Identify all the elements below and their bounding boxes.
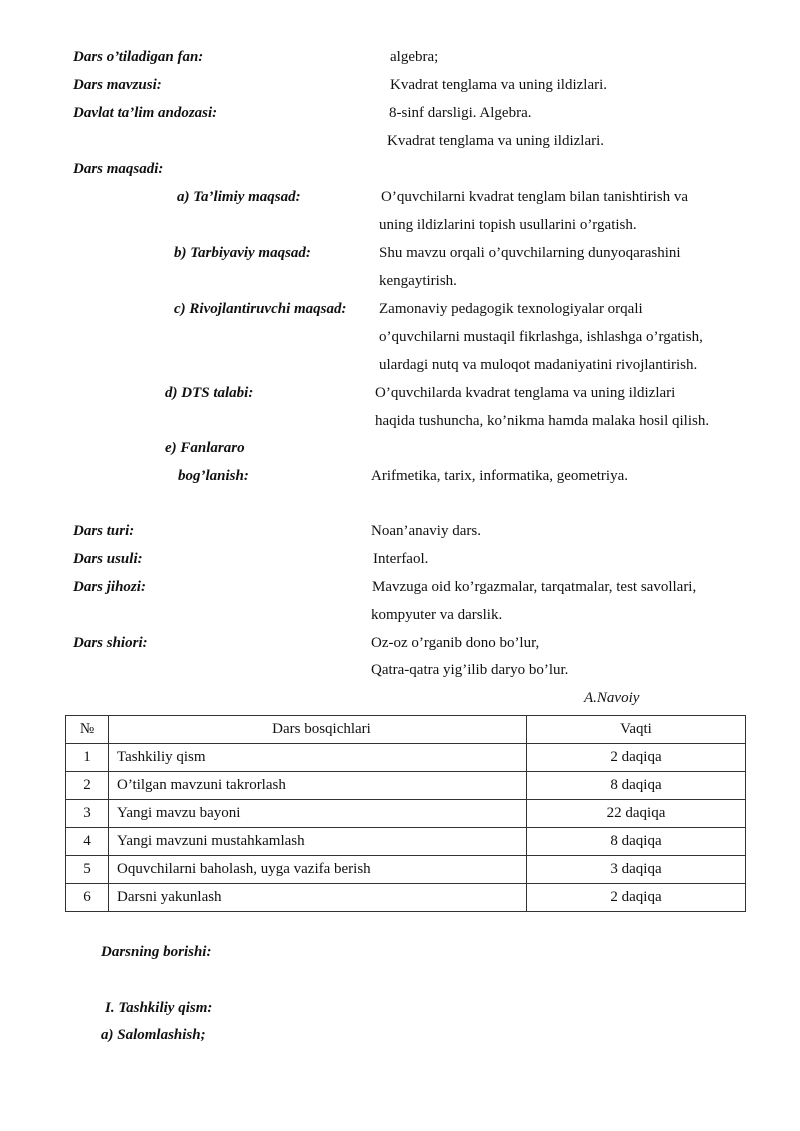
talimiy-label: a) Ta’limiy maqsad: [177,189,301,205]
table-header-row [66,716,746,744]
fan-value: algebra; [390,49,439,65]
fan-label: Dars o’tiladigan fan: [73,49,204,65]
row-stage: Oquvchilarni baholash, uyga vazifa berish [109,856,527,884]
borishi-title: Darsning borishi: [101,944,212,960]
row-stage: Darsni yakunlash [109,884,527,912]
row-num: 1 [66,744,109,772]
lesson-stages-table [65,715,746,912]
jihozi-line-2: kompyuter va darslik. [371,607,503,623]
maqsad-label: Dars maqsadi: [73,161,164,177]
row-stage: Yangi mavzuni mustahkamlash [109,828,527,856]
row-time: 8 daqiqa [527,772,746,800]
fanlararo-label-2: bog’lanish: [178,468,249,484]
row-num: 4 [66,828,109,856]
row-time: 22 daqiqa [527,800,746,828]
jihozi-label: Dars jihozi: [73,579,146,595]
row-num: 6 [66,884,109,912]
tarbiyaviy-label: b) Tarbiyaviy maqsad: [174,245,311,261]
andoza-value-2: Kvadrat tenglama va uning ildizlari. [387,133,605,149]
header-num: № [66,716,109,744]
table-row [66,772,746,800]
dts-line-1: O’quvchilarda kvadrat tenglama va uning ildizlari [375,385,676,401]
borishi-item: a) Salomlashish; [101,1027,206,1043]
row-time: 2 daqiqa [527,744,746,772]
andoza-value-1: 8-sinf darsligi. Algebra. [389,105,532,121]
row-time: 8 daqiqa [527,828,746,856]
fanlararo-value: Arifmetika, tarix, informatika, geometriya. [371,468,628,484]
row-num: 2 [66,772,109,800]
turi-label: Dars turi: [73,523,135,539]
row-time: 3 daqiqa [527,856,746,884]
shiori-author: A.Navoiy [584,690,640,706]
row-num: 5 [66,856,109,884]
row-stage: Tashkiliy qism [109,744,527,772]
table-row [66,800,746,828]
row-stage: O’tilgan mavzuni takrorlash [109,772,527,800]
shiori-line-1: Oz-oz o’rganib dono bo’lur, [371,635,540,651]
rivojlantiruvchi-line-1: Zamonaviy pedagogik texnologiyalar orqali [379,301,643,317]
dts-line-2: haqida tushuncha, ko’nikma hamda malaka hosil qilish. [375,413,710,429]
header-time: Vaqti [527,716,746,744]
borishi-section: I. Tashkiliy qism: [105,1000,213,1016]
dts-label: d) DTS talabi: [165,385,254,401]
usuli-value: Interfaol. [373,551,429,567]
row-num: 3 [66,800,109,828]
rivojlantiruvchi-line-3: ulardagi nutq va muloqot madaniyatini rivojlantirish. [379,357,698,373]
talimiy-line-2: uning ildizlarini topish usullarini o’rgatish. [379,217,637,233]
table-row [66,744,746,772]
table-row [66,856,746,884]
table-row [66,828,746,856]
tarbiyaviy-line-2: kengaytirish. [379,273,457,289]
rivojlantiruvchi-line-2: o’quvchilarni mustaqil fikrlashga, ishlashga o’rgatish, [379,329,703,345]
shiori-label: Dars shiori: [73,635,148,651]
rivojlantiruvchi-label: c) Rivojlantiruvchi maqsad: [174,301,347,317]
turi-value: Noan’anaviy dars. [371,523,481,539]
row-time: 2 daqiqa [527,884,746,912]
mavzu-value: Kvadrat tenglama va uning ildizlari. [390,77,608,93]
jihozi-line-1: Mavzuga oid ko’rgazmalar, tarqatmalar, test savollari, [372,579,697,595]
talimiy-line-1: O’quvchilarni kvadrat tenglam bilan tanishtirish va [381,189,689,205]
andoza-label: Davlat ta’lim andozasi: [73,105,218,121]
header-stage: Dars bosqichlari [109,716,527,744]
fanlararo-label-1: e) Fanlararo [165,440,245,456]
usuli-label: Dars usuli: [73,551,143,567]
tarbiyaviy-line-1: Shu mavzu orqali o’quvchilarning dunyoqarashini [379,245,681,261]
mavzu-label: Dars mavzusi: [73,77,162,93]
shiori-line-2: Qatra-qatra yig’ilib daryo bo’lur. [371,662,569,678]
table-row [66,884,746,912]
row-stage: Yangi mavzu bayoni [109,800,527,828]
